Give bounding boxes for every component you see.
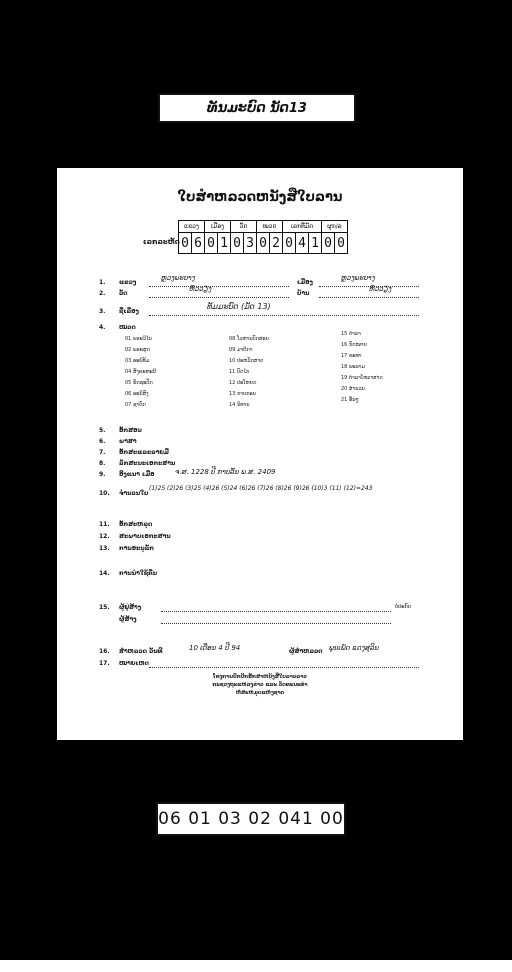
field-label-writing: ອັກສະແລະລາຍມື (119, 449, 169, 456)
row-number: 16. (99, 648, 110, 655)
code-table (178, 220, 348, 254)
dotted-line (161, 615, 391, 624)
row-number: 8. (99, 460, 106, 467)
category-option: 19 ຕຳລາໂຫລາສາດ (341, 375, 383, 381)
form-title: ໃບສຳຫລວດຫນັງສືໃບລານ (177, 190, 343, 205)
field-label-document-type: ລັກສະນະເອກະສານ (119, 460, 176, 467)
field-label-temple: ວັດ (119, 290, 128, 297)
row-number: 9. (99, 471, 106, 478)
code-header-district: ເມືອງ (205, 221, 231, 233)
category-option: 12 ປະໂຫຍດ (229, 380, 257, 386)
dotted-line (149, 659, 419, 668)
row-number: 1. (99, 279, 106, 286)
field-label-script: ອັກສອນ (119, 427, 142, 434)
code-digit: 0 (179, 233, 192, 254)
office-footer (57, 673, 463, 697)
category-option: 18 ພະລາມ (341, 364, 365, 370)
code-label: ເລກລະຫັດ (143, 238, 180, 246)
surveyor-value: ພູນເພັດ ແດງສຸລິນ (329, 644, 379, 652)
code-digit: 1 (218, 233, 231, 254)
field-label-village: ບ້ານ (297, 290, 310, 297)
temple-value: ຫົວວຽງ (189, 285, 212, 293)
code-digit: 0 (205, 233, 218, 254)
category-option: 05 ຮັດຊະປັກ (125, 380, 153, 386)
row-number: 11. (99, 521, 110, 528)
field-label-date: ອີງແນາ ເມື່ອ (119, 471, 155, 478)
category-option: 11 ບົດໄກ (229, 369, 250, 375)
title-value: ທັມມະບົດ (ມັດ 13) (207, 302, 271, 311)
field-label-builder: ຜູ້ສ້າງ (119, 616, 137, 623)
category-option: 07 ຊາດົກ (125, 402, 146, 408)
field-label-remarks: ໝາຍເຫດ (119, 660, 149, 667)
row-number: 10. (99, 490, 110, 497)
category-option: 10 ປະຫວັດສາດ (229, 358, 264, 364)
dotted-line (149, 307, 419, 316)
field-label-summary: ອັກສະຫລຸດ (119, 521, 153, 528)
top-title-label: ທັນມະບົດ ນັດ13 (158, 93, 356, 123)
row-number: 2. (99, 290, 106, 297)
code-digit: 2 (270, 233, 283, 254)
district-value: ຫຼວງພະບາງ (341, 274, 376, 282)
code-digit: 3 (244, 233, 257, 254)
category-option: 01 ພຣະວິໄນ (125, 336, 152, 342)
code-header-province: ແຂວງ (179, 221, 205, 233)
code-digit: 0 (283, 233, 296, 254)
field-label-leaf-count: ຈຳນວນໃບ (119, 490, 149, 497)
row-number: 7. (99, 449, 106, 456)
row-number: 13. (99, 545, 110, 552)
office-footer-line: ກະຊວງຖະແຫລງຂ່າວ ແລະ ວັດທະນະທຳ (212, 682, 308, 688)
row-number: 15. (99, 604, 110, 611)
code-header-fascicle: ຜູກ/ລ (322, 221, 348, 233)
village-value: ຫົວວຽງ (369, 285, 392, 293)
code-digit: 0 (335, 233, 348, 254)
survey-form (57, 168, 463, 740)
code-digit: 4 (296, 233, 309, 254)
field-label-survey-date: ສຳຫລວດ ວັນທີ (119, 648, 163, 655)
row-number: 5. (99, 427, 106, 434)
category-option: 13 ກາບກອນ (229, 391, 256, 397)
field-label-province: ແຂວງ (119, 279, 137, 286)
code-digit: 0 (257, 233, 270, 254)
office-footer-line: ຫໍສະຫມຸດແຫ່ງຊາດ (235, 690, 285, 696)
field-label-creator: ຜູ້ຢູ່ສ້າງ (119, 604, 142, 611)
leaf-count-value: (1)25 (2)26 (3)25 (4)26 (5)24 (6)26 (7)26 (8)26 (9)26 (10)3 (11) (12)=243 (149, 485, 373, 492)
category-option: 16 ກົດໝາຍ (341, 342, 367, 348)
category-option: 06 ອະນິສົງ (125, 391, 149, 397)
field-label-category: ໝວດ (119, 324, 136, 331)
field-label-title: ຊື່ເລື່ອງ (119, 308, 139, 315)
code-digit: 1 (309, 233, 322, 254)
code-header-bundle: ເລກທີ່ມັດ (283, 221, 322, 233)
category-option: 08 ໂວຫານບົດສອນ (229, 336, 269, 342)
row-number: 6. (99, 438, 106, 445)
row-number: 3. (99, 308, 106, 315)
code-header-category: ໝວດ (257, 221, 283, 233)
category-option: 09 ມາຕິກາ (229, 347, 253, 353)
category-option: 02 ພຣະສູດ (125, 347, 150, 353)
code-digit: 0 (231, 233, 244, 254)
code-label-box: 06 01 03 02 041 00 (156, 802, 346, 836)
row-number: 14. (99, 570, 110, 577)
category-option: 21 ອື່ນໆ (341, 397, 359, 403)
field-label-language: ພາສາ (119, 438, 137, 445)
dotted-line (161, 603, 391, 612)
code-digit: 0 (322, 233, 335, 254)
field-label-district: ເມືອງ (297, 279, 313, 286)
category-option: 15 ຕຳລາ (341, 331, 361, 337)
province-value: ຫຼວງພະບາງ (161, 274, 196, 282)
field-label-use: ການນຳໃຊ້ຄືນ (119, 570, 158, 577)
not-shown-option: ບໍ່ປະກົດ (395, 604, 412, 610)
category-option: 20 ສຳນວນ (341, 386, 365, 392)
category-option: 04 ສັງຄະຫະນີ (125, 369, 157, 375)
office-footer-line: ໂຄງການປົກປັກຮັກສາຫນັງສືໃບລານລາວ (213, 674, 307, 680)
category-option: 03 ອະພິທັມ (125, 358, 150, 364)
code-digit: 6 (192, 233, 205, 254)
date-value: ຈ.ສ. 1228 ປີ ກາບລົ້ນ ພ.ສ. 2409 (175, 468, 276, 476)
row-number: 12. (99, 533, 110, 540)
field-label-conservation: ການອະນຸລັກ (119, 545, 154, 552)
field-label-surveyor: ຜູ້ສຳຫລວດ (289, 648, 323, 655)
row-number: 17. (99, 660, 110, 667)
code-header-temple: ວັດ (231, 221, 257, 233)
category-option: 17 ຂະທາ (341, 353, 362, 359)
category-option: 14 ນິທານ (229, 402, 250, 408)
survey-date-value: 10 ເດືອນ 4 ປີ 94 (189, 644, 241, 652)
field-label-condition: ສະພາບເອກະສານ (119, 533, 171, 540)
dotted-line (149, 289, 289, 298)
film-edge-strip (0, 960, 512, 972)
row-number: 4. (99, 324, 106, 331)
